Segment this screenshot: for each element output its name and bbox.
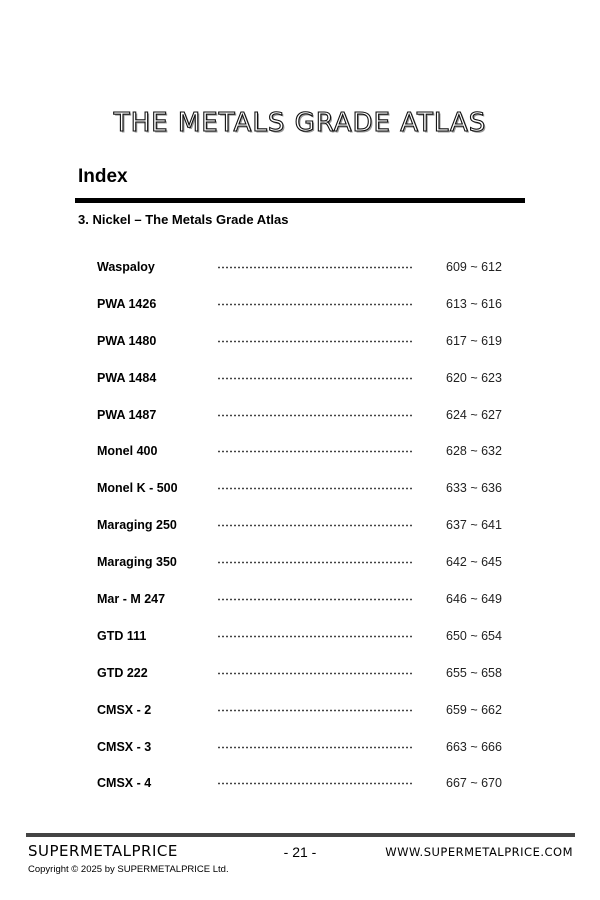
entry-name: GTD 111	[97, 628, 147, 643]
entry-pages: 642 ~ 645	[446, 555, 502, 570]
dot-leader	[217, 598, 414, 601]
index-entry	[0, 442, 600, 479]
entry-name: Maraging 350	[97, 555, 177, 570]
dot-leader	[217, 635, 414, 638]
entry-pages: 613 ~ 616	[446, 296, 502, 311]
entry-name: Mar - M 247	[97, 592, 166, 607]
entry-name: Maraging 250	[97, 518, 177, 533]
entry-name: Waspaloy	[97, 260, 155, 274]
index-entry	[0, 369, 600, 406]
entry-name: GTD 222	[97, 665, 148, 680]
index-entry	[0, 258, 600, 295]
dot-leader	[217, 709, 414, 712]
entry-pages: 659 ~ 662	[446, 702, 502, 717]
heading-rule	[75, 198, 525, 203]
index-heading: Index	[78, 166, 128, 187]
entry-name: PWA 1480	[97, 333, 157, 348]
index-entry	[0, 479, 600, 516]
index-entry	[0, 774, 600, 811]
dot-leader	[217, 303, 414, 306]
index-entry	[0, 738, 600, 775]
dot-leader	[217, 561, 414, 564]
page-title: THE METALS GRADE ATLAS	[113, 108, 487, 138]
entry-name: CMSX - 2	[97, 702, 152, 717]
entry-name: PWA 1487	[97, 407, 157, 422]
index-entry	[0, 664, 600, 701]
entry-pages: 617 ~ 619	[446, 333, 502, 348]
entry-name: PWA 1484	[97, 370, 157, 385]
entry-name: Monel 400	[97, 444, 158, 459]
index-entry	[0, 590, 600, 627]
index-entry	[0, 701, 600, 738]
dot-leader	[217, 524, 414, 527]
index-list	[0, 258, 600, 811]
dot-leader	[217, 746, 414, 749]
index-entry	[0, 295, 600, 332]
entry-pages: 609 ~ 612	[446, 260, 502, 274]
entry-pages: 628 ~ 632	[446, 444, 502, 459]
dot-leader	[217, 450, 414, 453]
entry-name: PWA 1426	[97, 296, 157, 311]
entry-pages: 646 ~ 649	[446, 592, 502, 607]
entry-pages: 624 ~ 627	[446, 407, 502, 422]
entry-name: Monel K - 500	[97, 481, 178, 496]
dot-leader	[217, 782, 414, 785]
dot-leader	[217, 414, 414, 417]
entry-name: CMSX - 4	[97, 776, 152, 791]
dot-leader	[217, 266, 414, 269]
dot-leader	[217, 487, 414, 490]
index-entry	[0, 516, 600, 553]
footer-website: WWW.SUPERMETALPRICE.COM	[385, 845, 573, 859]
index-entry	[0, 627, 600, 664]
section-title: 3. Nickel – The Metals Grade Atlas	[78, 212, 289, 227]
footer-rule	[26, 833, 575, 837]
page-number: - 21 -	[283, 844, 317, 860]
dot-leader	[217, 672, 414, 675]
index-entry	[0, 553, 600, 590]
entry-pages: 655 ~ 658	[446, 665, 502, 680]
entry-name: CMSX - 3	[97, 739, 152, 754]
footer-brand: SUPERMETALPRICE	[28, 842, 178, 860]
dot-leader	[217, 377, 414, 380]
entry-pages: 633 ~ 636	[446, 481, 502, 496]
copyright-text: Copyright © 2025 by SUPERMETALPRICE Ltd.	[28, 864, 229, 875]
dot-leader	[217, 340, 414, 343]
entry-pages: 637 ~ 641	[446, 518, 502, 533]
entry-pages: 663 ~ 666	[446, 739, 502, 754]
entry-pages: 620 ~ 623	[446, 370, 502, 385]
entry-pages: 650 ~ 654	[446, 628, 502, 643]
index-entry	[0, 406, 600, 443]
entry-pages: 667 ~ 670	[446, 776, 502, 791]
index-entry	[0, 332, 600, 369]
